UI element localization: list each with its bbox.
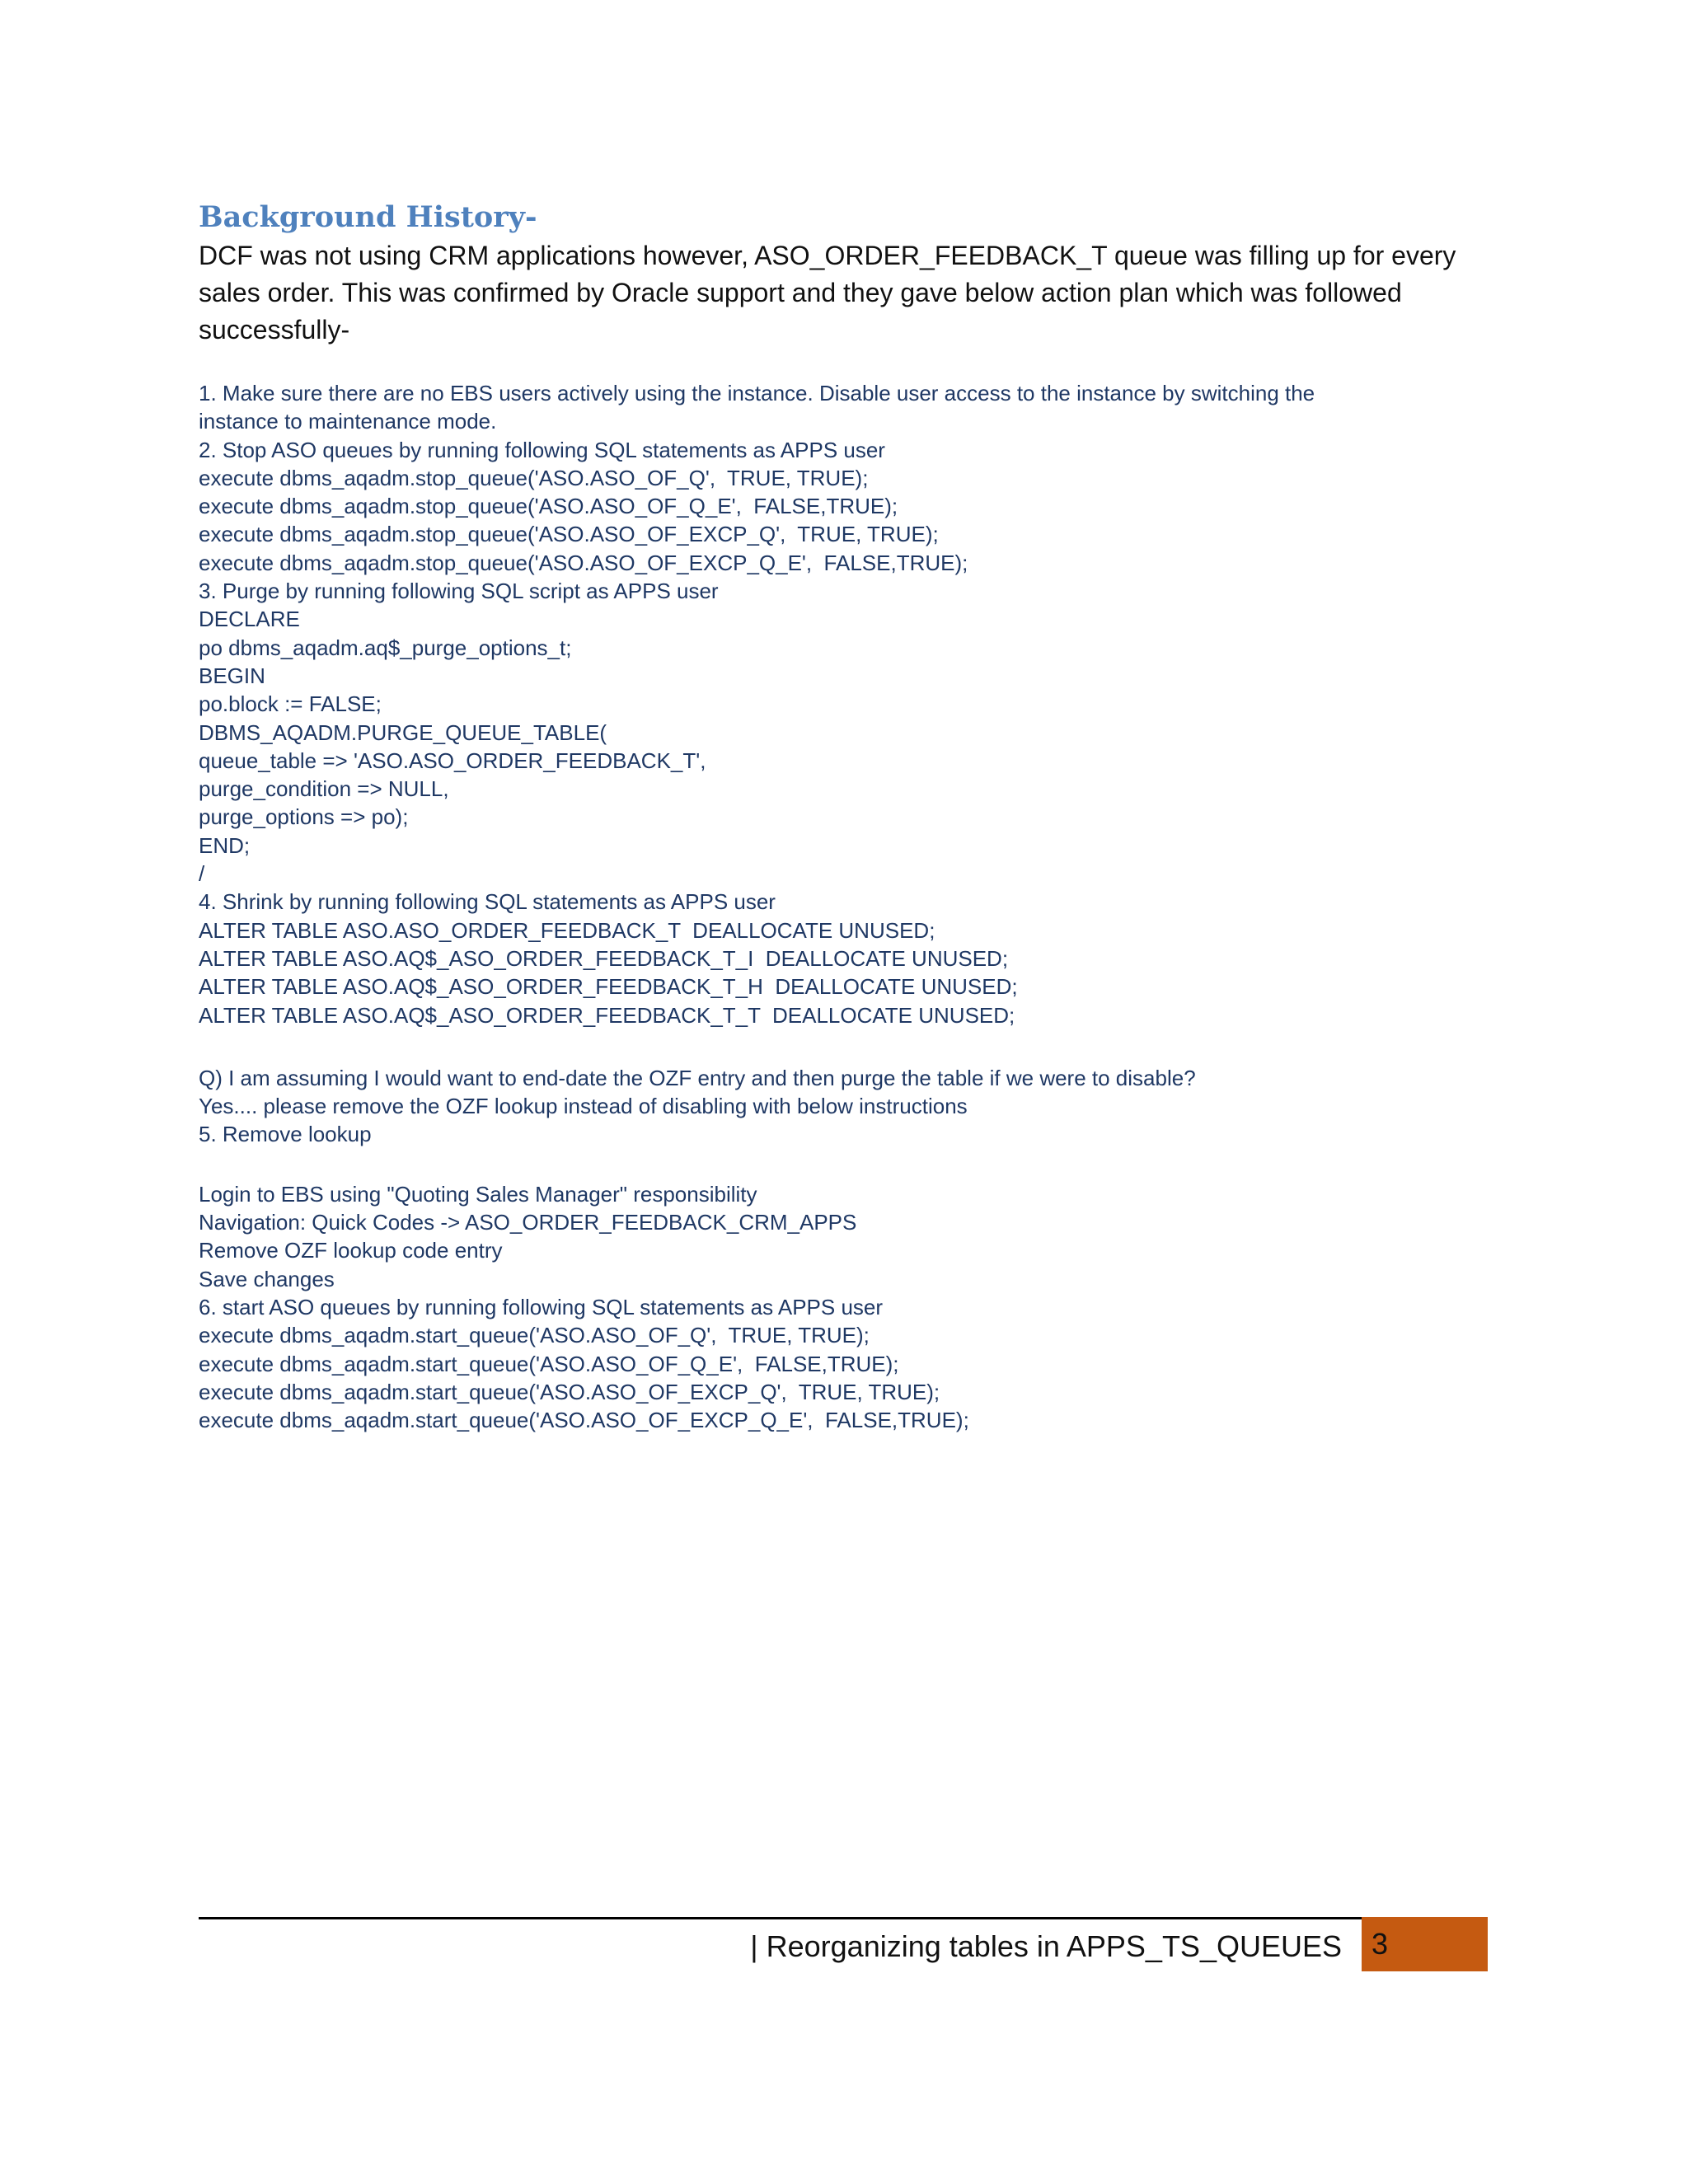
step-line: 5. Remove lookup: [199, 1122, 372, 1147]
code-line: execute dbms_aqadm.start_queue('ASO.ASO_OF_EXCP_Q_E', FALSE,TRUE);: [199, 1408, 969, 1433]
step-line: 1. Make sure there are no EBS users actively using the instance. Disable user access to the instance by switching the: [199, 381, 1315, 405]
spacer: [199, 1029, 1501, 1064]
step-line: 6. start ASO queues by running following SQL statements as APPS user: [199, 1294, 884, 1319]
page-number-badge: [1362, 1917, 1488, 1971]
code-line: execute dbms_aqadm.stop_queue('ASO.ASO_OF_Q', TRUE, TRUE);: [199, 465, 869, 490]
code-line: execute dbms_aqadm.stop_queue('ASO.ASO_OF_Q_E', FALSE,TRUE);: [199, 494, 898, 519]
code-line: ALTER TABLE ASO.AQ$_ASO_ORDER_FEEDBACK_T_T DEALLOCATE UNUSED;: [199, 1002, 1015, 1028]
code-line: purge_options => po);: [199, 804, 409, 830]
intro-line: DCF was not using CRM applications however, ASO_ORDER_FEEDBACK_T queue was filling up for every: [199, 241, 1456, 270]
step-line: Login to EBS using "Quoting Sales Manager" responsibility: [199, 1181, 757, 1207]
code-line: END;: [199, 832, 251, 858]
action-plan: [199, 379, 1501, 1434]
step-line: 4. Shrink by running following SQL statements as APPS user: [199, 889, 776, 915]
code-line: execute dbms_aqadm.stop_queue('ASO.ASO_OF_EXCP_Q_E', FALSE,TRUE);: [199, 550, 968, 575]
step-line: Navigation: Quick Codes -> ASO_ORDER_FEEDBACK_CRM_APPS: [199, 1210, 857, 1235]
step-line: instance to maintenance mode.: [199, 409, 497, 434]
code-line: execute dbms_aqadm.stop_queue('ASO.ASO_OF_EXCP_Q', TRUE, TRUE);: [199, 522, 939, 547]
code-line: purge_condition => NULL,: [199, 776, 449, 802]
code-line: execute dbms_aqadm.start_queue('ASO.ASO_OF_Q', TRUE, TRUE);: [199, 1323, 870, 1348]
code-line: po.block := FALSE;: [199, 691, 382, 717]
code-line: execute dbms_aqadm.start_queue('ASO.ASO_OF_EXCP_Q', TRUE, TRUE);: [199, 1379, 940, 1404]
code-line: execute dbms_aqadm.start_queue('ASO.ASO_OF_Q_E', FALSE,TRUE);: [199, 1351, 899, 1376]
footer-rule: [199, 1917, 1373, 1919]
step-line: Remove OZF lookup code entry: [199, 1238, 503, 1263]
intro-paragraph: [199, 237, 1501, 349]
step-line: 3. Purge by running following SQL script as APPS user: [199, 579, 719, 604]
page-number: 3: [1372, 1927, 1389, 1961]
intro-line: sales order. This was confirmed by Oracle support and they gave below action plan which was followed: [199, 278, 1402, 307]
footer-title: | Reorganizing tables in APPS_TS_QUEUES: [750, 1929, 1342, 1963]
code-line: queue_table => 'ASO.ASO_ORDER_FEEDBACK_T',: [199, 748, 706, 773]
code-line: /: [199, 861, 205, 887]
answer-line: Yes.... please remove the OZF lookup instead of disabling with below instructions: [199, 1094, 968, 1119]
code-line: ALTER TABLE ASO.ASO_ORDER_FEEDBACK_T DEALLOCATE UNUSED;: [199, 917, 935, 943]
code-line: BEGIN: [199, 663, 265, 688]
section-heading: Background History-: [199, 200, 537, 234]
spacer: [199, 1149, 1501, 1180]
step-line: 2. Stop ASO queues by running following SQL statements as APPS user: [199, 437, 885, 462]
code-line: po dbms_aqadm.aq$_purge_options_t;: [199, 635, 572, 660]
code-line: DECLARE: [199, 607, 300, 632]
question-line: Q) I am assuming I would want to end-date the OZF entry and then purge the table if we were to disable?: [199, 1065, 1196, 1090]
intro-line: successfully-: [199, 315, 350, 344]
code-line: ALTER TABLE ASO.AQ$_ASO_ORDER_FEEDBACK_T_I DEALLOCATE UNUSED;: [199, 945, 1009, 971]
step-line: Save changes: [199, 1266, 335, 1291]
code-line: ALTER TABLE ASO.AQ$_ASO_ORDER_FEEDBACK_T_H DEALLOCATE UNUSED;: [199, 974, 1018, 1000]
code-line: DBMS_AQADM.PURGE_QUEUE_TABLE(: [199, 719, 607, 745]
